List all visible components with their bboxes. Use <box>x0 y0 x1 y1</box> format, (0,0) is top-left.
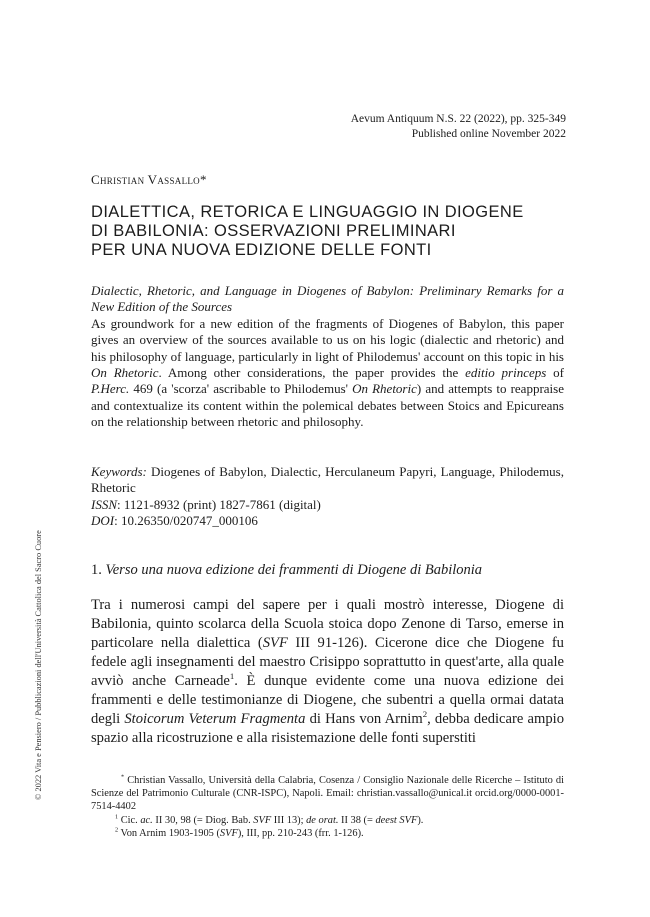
author-name: Christian Vassallo* <box>91 172 207 187</box>
doi-line: DOI: 10.26350/020747_000106 <box>91 513 258 529</box>
title-line: PER UNA NUOVA EDIZIONE DELLE FONTI <box>91 241 432 259</box>
footnote-ref: 1 <box>229 671 235 682</box>
body-paragraph: Tra i numerosi campi del sapere per i quali mostrò interesse, Diogene di Babilonia, quinto scolarca della Scuola stoica dopo Zenone di Tarso, emerse in particolare nella dialettica (SVF III 91-126). Cicerone dice che Diogene fu fedele agli insegnamenti del maestro Crisippo soprattutto in quest'arte, alla quale avviò anche Carneade$^1$. È dunque evidente come una nuova edizione dei frammenti e delle testimonianze di Diogene, che subentri a quella ormai datata degli Stoicorum Veterum Fragmenta di Hans von Arnim$^2$, debba dedicare ampio spazio alla ricostruzione e alla risistemazione delle fonti superstiti <box>91 597 565 746</box>
publication-date: Published online November 2022 <box>411 128 566 140</box>
title-line: DIALETTICA, RETORICA E LINGUAGGIO IN DIOGENE <box>91 203 524 221</box>
english-title: Dialectic, Rhetoric, and Language in Diogenes of Babylon: Preliminary Remarks for a New Edition of the Sources <box>91 283 564 315</box>
section-heading: 1. Verso una nuova edizione dei frammenti di Diogene di Babilonia <box>91 562 483 578</box>
footnote-2: $^2$ Von Arnim 1903-1905 (SVF), III, pp. 210-243 (frr. 1-126). <box>115 826 364 839</box>
footnotes <box>91 774 564 840</box>
footnote-ref: 2 <box>422 709 428 720</box>
keywords-line: Keywords: Diogenes of Babylon, Dialectic, Herculaneum Papyri, Language, Philodemus, Rhetoric <box>91 464 564 496</box>
title-line: DI BABILONIA: OSSERVAZIONI PRELIMINARI <box>91 222 456 240</box>
journal-citation: Aevum Antiquum N.S. 22 (2022), pp. 325-349 <box>350 113 566 125</box>
copyright-side-note: © 2022 Vita e Pensiero / Pubblicazioni dell'Università Cattolica del Sacro Cuore <box>34 530 43 800</box>
article-metadata <box>91 464 564 530</box>
author-footnote-mark: * <box>199 172 207 187</box>
abstract-text: As groundwork for a new edition of the fragments of Diogenes of Babylon, this paper gives an overview of the sources available to us on his logic (dialectic and rhetoric) and his philosophy of language, particularly in light of Philodemus' account on this topic in his On Rhetoric. Among other considerations, the paper provides the editio princeps of P.Herc. 469 (a 'scorza' ascribable to Philodemus' On Rhetoric) and attempts to reappraise and contextualize its content within the polemical debates between Stoics and Epicureans on the relationship between rhetoric and philosophy. <box>91 315 564 430</box>
footnote-1: $^1$ Cic. ac. II 30, 98 (= Diog. Bab. SVF III 13); de orat. II 38 (= deest SVF). <box>115 813 424 826</box>
article-title <box>91 203 524 260</box>
issn-line: ISSN: 1121-8932 (print) 1827-7861 (digital) <box>91 496 321 512</box>
abstract <box>91 283 564 431</box>
journal-header <box>351 112 566 142</box>
footnote-author: * Christian Vassallo, Università della Calabria, Cosenza / Consiglio Nazionale delle Ricerche – Istituto di Scienze del Patrimonio Culturale (CNR-ISPC), Napoli. Email: christian.vassallo@unical.it orcid.org/0000-0001-7514-4402 <box>91 773 564 813</box>
